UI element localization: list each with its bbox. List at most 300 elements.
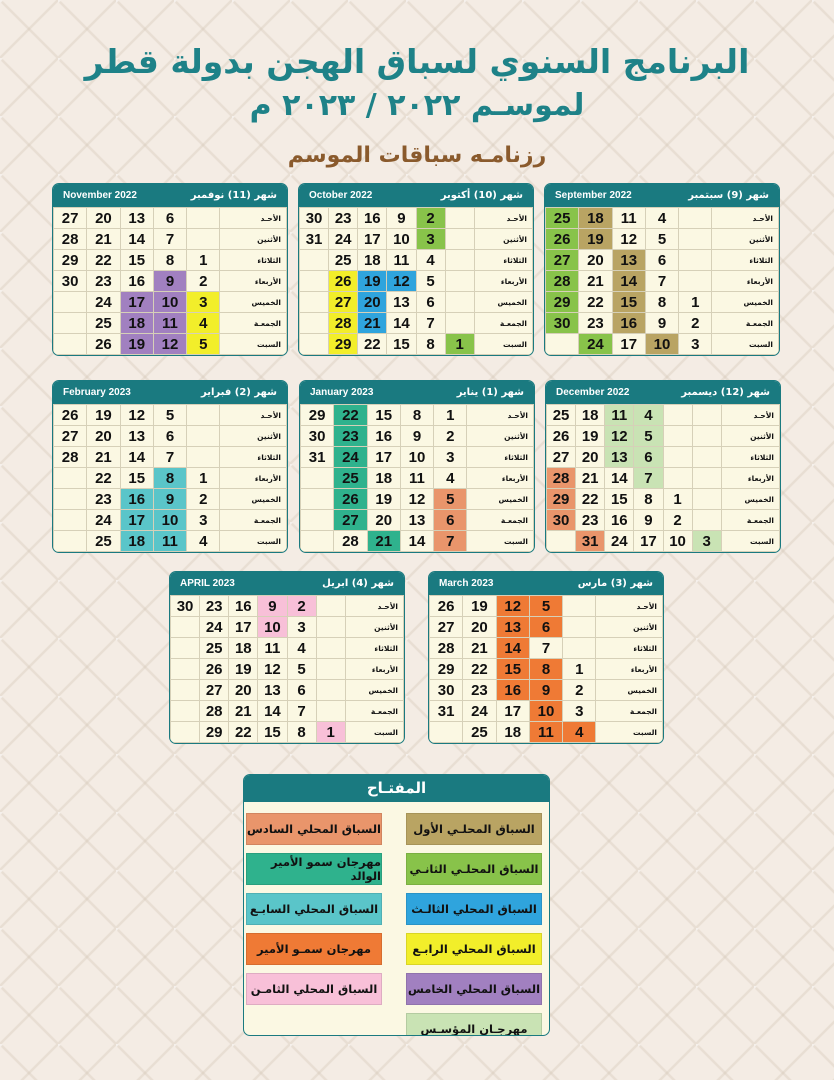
weekday-label: الأحـد <box>220 405 287 426</box>
date-cell: 7 <box>153 447 186 468</box>
date-cell: 12 <box>400 489 433 510</box>
date-cell: 26 <box>547 426 576 447</box>
weekday-label: الخميس <box>220 292 287 313</box>
date-cell: 29 <box>546 292 579 313</box>
week-row <box>430 638 663 659</box>
week-row <box>54 292 287 313</box>
date-cell: 3 <box>692 531 721 552</box>
weekday-label: الأحـد <box>345 596 403 617</box>
date-cell: 26 <box>329 271 358 292</box>
date-cell: 8 <box>529 659 562 680</box>
date-cell: 23 <box>576 510 605 531</box>
date-cell: 31 <box>576 531 605 552</box>
date-cell: 28 <box>430 638 463 659</box>
weekday-label: السبت <box>345 722 403 743</box>
date-cell: 10 <box>153 292 186 313</box>
date-cell: 28 <box>200 701 229 722</box>
legend-title: المفتـاح <box>244 775 549 802</box>
date-cell: 22 <box>87 250 120 271</box>
date-cell: 15 <box>612 292 645 313</box>
date-cell: 9 <box>387 208 416 229</box>
week-row <box>171 596 404 617</box>
date-cell: 23 <box>329 208 358 229</box>
weekday-label: الأثنين <box>220 229 287 250</box>
date-cell: 16 <box>358 208 387 229</box>
date-cell: 19 <box>579 229 612 250</box>
weekday-label: الجمعـة <box>345 701 403 722</box>
week-row <box>301 489 534 510</box>
date-cell: 11 <box>258 638 287 659</box>
week-row <box>300 229 533 250</box>
date-cell: 30 <box>301 426 334 447</box>
date-cell <box>663 405 692 426</box>
date-cell: 17 <box>229 617 258 638</box>
month-calendar <box>298 183 534 356</box>
date-cell <box>54 334 87 355</box>
date-cell: 16 <box>120 271 153 292</box>
legend-item: مهرجان سمـو الأمير <box>246 933 382 965</box>
date-cell: 12 <box>612 229 645 250</box>
date-cell: 22 <box>334 405 367 426</box>
date-cell: 10 <box>258 617 287 638</box>
weekday-label: الأحـد <box>721 405 779 426</box>
week-row <box>54 334 287 355</box>
date-cell: 25 <box>334 468 367 489</box>
date-cell: 20 <box>579 250 612 271</box>
date-cell: 11 <box>400 468 433 489</box>
date-cell: 15 <box>387 334 416 355</box>
date-cell: 28 <box>546 271 579 292</box>
date-cell: 1 <box>187 468 220 489</box>
date-cell: 11 <box>605 405 634 426</box>
season-title: لموسـم ٢٠٢٢ / ٢٠٢٣ م <box>249 88 585 123</box>
week-row <box>546 250 779 271</box>
weekday-label: السبت <box>467 531 534 552</box>
month-header <box>53 381 287 404</box>
date-cell: 14 <box>496 638 529 659</box>
week-row <box>54 313 287 334</box>
weekday-label: الأحـد <box>596 596 663 617</box>
week-row <box>547 447 780 468</box>
date-cell: 9 <box>153 489 186 510</box>
month-name-arabic: شهر (1) يناير <box>456 387 524 398</box>
date-cell: 24 <box>200 617 229 638</box>
date-cell: 17 <box>496 701 529 722</box>
date-cell: 9 <box>153 271 186 292</box>
date-cell: 19 <box>576 426 605 447</box>
date-cell: 2 <box>187 271 220 292</box>
legend-item: السباق المحلي الخامس <box>406 973 542 1005</box>
date-cell <box>300 271 329 292</box>
date-cell: 6 <box>153 426 186 447</box>
weekday-label: الخميس <box>474 292 532 313</box>
date-cell <box>692 510 721 531</box>
week-row <box>430 722 663 743</box>
week-row <box>54 271 287 292</box>
date-cell: 15 <box>496 659 529 680</box>
weekday-label: الأثنين <box>474 229 532 250</box>
week-row <box>301 531 534 552</box>
date-cell <box>663 447 692 468</box>
date-cell: 7 <box>287 701 316 722</box>
date-cell: 2 <box>287 596 316 617</box>
date-cell: 8 <box>416 334 445 355</box>
date-cell <box>300 292 329 313</box>
weekday-label: السبت <box>721 531 779 552</box>
date-cell: 1 <box>187 250 220 271</box>
date-cell <box>316 701 345 722</box>
weekday-label: الأثنين <box>220 426 287 447</box>
month-name-english: February 2023 <box>63 387 131 398</box>
date-cell <box>692 405 721 426</box>
date-cell: 16 <box>496 680 529 701</box>
date-cell: 17 <box>634 531 663 552</box>
week-row <box>547 426 780 447</box>
date-cell: 24 <box>334 447 367 468</box>
week-row <box>430 596 663 617</box>
date-cell: 10 <box>529 701 562 722</box>
month-name-english: December 2022 <box>556 387 630 398</box>
date-cell: 31 <box>300 229 329 250</box>
date-cell: 3 <box>679 334 712 355</box>
date-cell <box>187 447 220 468</box>
week-row <box>54 208 287 229</box>
date-cell: 13 <box>400 510 433 531</box>
date-cell: 27 <box>334 510 367 531</box>
date-cell: 13 <box>612 250 645 271</box>
date-cell: 7 <box>634 468 663 489</box>
date-cell: 17 <box>358 229 387 250</box>
date-cell: 16 <box>605 510 634 531</box>
date-cell: 22 <box>87 468 120 489</box>
date-cell: 9 <box>645 313 678 334</box>
date-cell: 3 <box>287 617 316 638</box>
weekday-label: الجمعـة <box>721 510 779 531</box>
week-row <box>54 250 287 271</box>
date-cell: 15 <box>120 468 153 489</box>
weekday-label: الأثنين <box>721 426 779 447</box>
date-cell: 24 <box>329 229 358 250</box>
date-cell: 17 <box>120 292 153 313</box>
date-cell <box>301 468 334 489</box>
date-cell <box>445 208 474 229</box>
week-row <box>430 680 663 701</box>
date-cell: 19 <box>229 659 258 680</box>
weekday-label: الأربعاء <box>467 468 534 489</box>
date-cell: 3 <box>563 701 596 722</box>
date-cell <box>692 489 721 510</box>
date-cell: 5 <box>187 334 220 355</box>
date-cell: 10 <box>400 447 433 468</box>
date-cell: 21 <box>87 447 120 468</box>
weekday-label: الثلاثاء <box>474 250 532 271</box>
month-name-english: September 2022 <box>555 190 632 201</box>
date-cell: 2 <box>563 680 596 701</box>
week-row <box>301 426 534 447</box>
date-cell: 20 <box>229 680 258 701</box>
date-cell <box>316 596 345 617</box>
date-cell <box>316 659 345 680</box>
date-cell <box>187 208 220 229</box>
date-cell: 25 <box>547 405 576 426</box>
date-cell: 13 <box>120 426 153 447</box>
date-cell <box>54 510 87 531</box>
date-cell: 5 <box>153 405 186 426</box>
weekday-label: الأربعاء <box>220 271 287 292</box>
month-header <box>545 184 779 207</box>
week-row <box>301 468 534 489</box>
date-cell: 24 <box>463 701 496 722</box>
date-cell <box>316 680 345 701</box>
date-cell: 14 <box>612 271 645 292</box>
date-cell: 10 <box>153 510 186 531</box>
week-row <box>171 701 404 722</box>
weekday-label: الخميس <box>596 680 663 701</box>
date-cell: 15 <box>367 405 400 426</box>
date-cell: 25 <box>463 722 496 743</box>
date-cell: 18 <box>358 250 387 271</box>
month-header <box>546 381 780 404</box>
legend-item: السباق المحلي السادس <box>246 813 382 845</box>
date-cell <box>563 596 596 617</box>
date-cell <box>54 292 87 313</box>
weekday-label: الأربعاء <box>474 271 532 292</box>
date-cell: 14 <box>400 531 433 552</box>
date-cell: 24 <box>87 510 120 531</box>
month-header <box>429 572 663 595</box>
week-row <box>546 334 779 355</box>
date-cell <box>187 426 220 447</box>
date-cell: 15 <box>605 489 634 510</box>
date-cell: 28 <box>329 313 358 334</box>
date-cell: 30 <box>54 271 87 292</box>
date-cell: 4 <box>187 313 220 334</box>
date-cell <box>445 229 474 250</box>
date-cell: 7 <box>416 313 445 334</box>
date-cell <box>445 271 474 292</box>
date-cell: 9 <box>634 510 663 531</box>
date-cell: 28 <box>54 229 87 250</box>
date-cell: 8 <box>153 250 186 271</box>
month-header <box>300 381 534 404</box>
date-cell: 29 <box>200 722 229 743</box>
date-cell: 4 <box>416 250 445 271</box>
date-cell: 26 <box>334 489 367 510</box>
weekday-label: الأثنين <box>345 617 403 638</box>
date-cell: 19 <box>358 271 387 292</box>
month-name-arabic: شهر (9) سبتمبر <box>688 190 769 201</box>
date-cell: 5 <box>529 596 562 617</box>
date-cell: 9 <box>400 426 433 447</box>
date-cell <box>54 468 87 489</box>
date-cell: 23 <box>87 271 120 292</box>
month-name-english: January 2023 <box>310 387 374 398</box>
date-cell: 16 <box>229 596 258 617</box>
week-row <box>54 489 287 510</box>
date-cell: 7 <box>434 531 467 552</box>
week-row <box>171 617 404 638</box>
weekday-label: الثلاثاء <box>712 250 779 271</box>
date-cell: 22 <box>576 489 605 510</box>
date-cell: 6 <box>153 208 186 229</box>
date-cell: 27 <box>54 208 87 229</box>
date-cell: 3 <box>434 447 467 468</box>
week-row <box>546 229 779 250</box>
date-cell: 11 <box>153 531 186 552</box>
week-row <box>54 405 287 426</box>
date-cell: 4 <box>634 405 663 426</box>
date-cell: 26 <box>200 659 229 680</box>
legend-item: السباق المحلـي الثانـي <box>406 853 542 885</box>
week-row <box>301 510 534 531</box>
month-calendar <box>428 571 664 744</box>
date-cell: 26 <box>54 405 87 426</box>
date-cell: 4 <box>187 531 220 552</box>
weekday-label: السبت <box>474 334 532 355</box>
weekday-label: الأربعاء <box>721 468 779 489</box>
week-row <box>547 510 780 531</box>
date-cell <box>54 489 87 510</box>
date-cell <box>430 722 463 743</box>
weekday-label: الأحـد <box>474 208 532 229</box>
date-cell <box>187 405 220 426</box>
date-cell <box>300 334 329 355</box>
date-cell: 1 <box>563 659 596 680</box>
date-cell <box>445 313 474 334</box>
week-row <box>430 659 663 680</box>
date-cell <box>316 617 345 638</box>
date-cell <box>445 292 474 313</box>
date-cell: 4 <box>563 722 596 743</box>
date-cell: 2 <box>434 426 467 447</box>
week-row <box>54 229 287 250</box>
date-cell: 24 <box>87 292 120 313</box>
date-cell: 13 <box>387 292 416 313</box>
date-cell: 19 <box>367 489 400 510</box>
date-cell: 13 <box>605 447 634 468</box>
date-cell: 11 <box>529 722 562 743</box>
date-cell: 7 <box>645 271 678 292</box>
date-cell: 13 <box>496 617 529 638</box>
date-cell <box>679 229 712 250</box>
date-cell <box>679 208 712 229</box>
date-cell: 1 <box>445 334 474 355</box>
date-cell: 30 <box>430 680 463 701</box>
date-cell <box>54 531 87 552</box>
date-cell: 11 <box>387 250 416 271</box>
weekday-label: السبت <box>220 531 287 552</box>
date-cell: 24 <box>579 334 612 355</box>
week-row <box>54 426 287 447</box>
month-name-arabic: شهر (12) ديسمبر <box>681 387 770 398</box>
date-cell: 12 <box>605 426 634 447</box>
date-cell: 6 <box>634 447 663 468</box>
weekday-label: الثلاثاء <box>467 447 534 468</box>
legend-item: السباق المحلي الثامـن <box>246 973 382 1005</box>
week-row <box>300 271 533 292</box>
date-cell: 2 <box>416 208 445 229</box>
weekday-label: الأحـد <box>220 208 287 229</box>
date-cell: 12 <box>387 271 416 292</box>
date-cell: 23 <box>334 426 367 447</box>
date-cell <box>679 271 712 292</box>
date-cell: 30 <box>546 313 579 334</box>
date-cell: 10 <box>645 334 678 355</box>
date-cell: 22 <box>358 334 387 355</box>
weekday-label: السبت <box>712 334 779 355</box>
weekday-label: الأربعاء <box>596 659 663 680</box>
date-cell: 21 <box>367 531 400 552</box>
week-row <box>300 208 533 229</box>
date-cell: 25 <box>87 531 120 552</box>
date-cell: 18 <box>579 208 612 229</box>
date-cell: 24 <box>605 531 634 552</box>
date-cell: 19 <box>120 334 153 355</box>
date-cell: 8 <box>634 489 663 510</box>
date-cell: 14 <box>120 447 153 468</box>
date-cell <box>547 531 576 552</box>
date-cell: 26 <box>430 596 463 617</box>
date-cell: 2 <box>679 313 712 334</box>
date-cell: 4 <box>434 468 467 489</box>
date-cell: 11 <box>153 313 186 334</box>
date-cell: 14 <box>258 701 287 722</box>
weekday-label: السبت <box>596 722 663 743</box>
week-row <box>430 617 663 638</box>
week-row <box>54 531 287 552</box>
date-cell: 29 <box>301 405 334 426</box>
date-cell: 25 <box>329 250 358 271</box>
weekday-label: الأربعاء <box>220 468 287 489</box>
weekday-label: الجمعـة <box>220 313 287 334</box>
weekday-label: الجمعـة <box>467 510 534 531</box>
date-cell <box>300 313 329 334</box>
date-cell <box>692 468 721 489</box>
week-row <box>171 659 404 680</box>
month-calendar <box>169 571 405 744</box>
date-cell: 30 <box>547 510 576 531</box>
weekday-label: الخميس <box>712 292 779 313</box>
date-cell <box>445 250 474 271</box>
date-cell: 20 <box>367 510 400 531</box>
date-cell: 19 <box>87 405 120 426</box>
date-cell: 26 <box>87 334 120 355</box>
date-cell: 9 <box>529 680 562 701</box>
weekday-label: الأربعاء <box>712 271 779 292</box>
date-cell <box>300 250 329 271</box>
date-cell: 20 <box>87 208 120 229</box>
date-cell: 5 <box>416 271 445 292</box>
date-cell: 16 <box>120 489 153 510</box>
date-cell: 22 <box>463 659 496 680</box>
weekday-label: الجمعـة <box>474 313 532 334</box>
week-row <box>546 313 779 334</box>
legend-item: السباق المحلي السابـع <box>246 893 382 925</box>
date-cell: 28 <box>547 468 576 489</box>
date-cell <box>316 638 345 659</box>
date-cell: 19 <box>463 596 496 617</box>
date-cell: 12 <box>496 596 529 617</box>
date-cell <box>692 426 721 447</box>
month-calendar <box>52 183 288 356</box>
date-cell: 20 <box>463 617 496 638</box>
date-cell: 23 <box>579 313 612 334</box>
date-cell: 30 <box>171 596 200 617</box>
date-cell: 27 <box>200 680 229 701</box>
month-header <box>53 184 287 207</box>
month-name-english: November 2022 <box>63 190 137 201</box>
date-cell: 28 <box>54 447 87 468</box>
